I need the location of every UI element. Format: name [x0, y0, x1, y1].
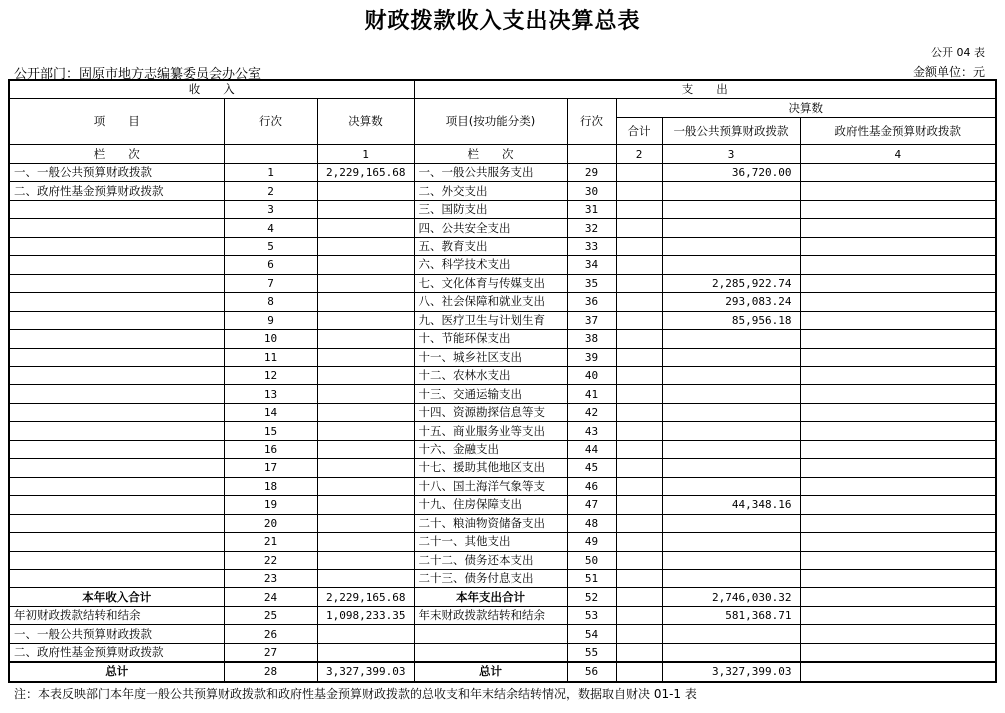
- expense-general-budget: [662, 219, 800, 237]
- table-row: [9, 164, 996, 182]
- expense-item: 七、文化体育与传媒支出: [414, 274, 567, 292]
- expense-total: [616, 366, 662, 384]
- income-item: 总计: [9, 662, 224, 681]
- expense-gov-fund: [800, 366, 996, 384]
- exp-col-label: 栏 次: [414, 145, 567, 164]
- income-amount: [317, 551, 414, 569]
- expense-general-budget: [662, 348, 800, 366]
- table-row: [9, 643, 996, 662]
- income-item: [9, 237, 224, 255]
- expense-general-budget: [662, 551, 800, 569]
- income-row-no: 4: [224, 219, 317, 237]
- income-item: [9, 256, 224, 274]
- expense-total: [616, 348, 662, 366]
- income-item: [9, 311, 224, 329]
- table-row: [9, 219, 996, 237]
- expense-gov-fund: [800, 293, 996, 311]
- table-row: [9, 477, 996, 495]
- table-row: [9, 293, 996, 311]
- row-no-header: 行次: [224, 99, 317, 145]
- expense-gov-fund: [800, 330, 996, 348]
- expense-total: [616, 440, 662, 458]
- income-amount: [317, 293, 414, 311]
- form-number: 公开 04 表: [931, 46, 985, 59]
- income-row-no: 23: [224, 569, 317, 587]
- expense-row-no: 38: [567, 330, 616, 348]
- expense-item: 十五、商业服务业等支出: [414, 422, 567, 440]
- income-amount: [317, 403, 414, 421]
- expense-general-budget: [662, 200, 800, 218]
- income-amount: [317, 422, 414, 440]
- expense-row-no: 46: [567, 477, 616, 495]
- expense-header: 支 出: [414, 80, 996, 99]
- expense-item: 六、科学技术支出: [414, 256, 567, 274]
- expense-general-budget: 36,720.00: [662, 164, 800, 182]
- expense-general-budget: 44,348.16: [662, 496, 800, 514]
- income-row-no: 16: [224, 440, 317, 458]
- income-amount: [317, 237, 414, 255]
- col-1: 1: [317, 145, 414, 164]
- expense-total: [616, 311, 662, 329]
- table-row: [9, 514, 996, 532]
- expense-gov-fund: [800, 274, 996, 292]
- income-row-no: 22: [224, 551, 317, 569]
- table-row: [9, 662, 996, 681]
- expense-general-budget: [662, 514, 800, 532]
- expense-item: 十八、国土海洋气象等支: [414, 477, 567, 495]
- expense-gov-fund: [800, 569, 996, 587]
- table-row: [9, 533, 996, 551]
- income-item: 二、政府性基金预算财政拨款: [9, 182, 224, 200]
- col-2: 2: [616, 145, 662, 164]
- expense-row-no: 37: [567, 311, 616, 329]
- expense-row-no: 30: [567, 182, 616, 200]
- expense-total: [616, 643, 662, 662]
- expense-total: [616, 422, 662, 440]
- income-row-no: 18: [224, 477, 317, 495]
- expense-item: 年末财政拨款结转和结余: [414, 606, 567, 624]
- table-row: [9, 625, 996, 643]
- expense-item: 二十一、其他支出: [414, 533, 567, 551]
- table-row: [9, 403, 996, 421]
- expense-gov-fund: [800, 182, 996, 200]
- expense-item: 二十二、债务还本支出: [414, 551, 567, 569]
- expense-gov-fund: [800, 385, 996, 403]
- expense-gov-fund: [800, 551, 996, 569]
- table-row: [9, 274, 996, 292]
- table-row: [9, 348, 996, 366]
- income-item: [9, 569, 224, 587]
- expense-gov-fund: [800, 533, 996, 551]
- expense-row-no: 31: [567, 200, 616, 218]
- expense-item: 十二、农林水支出: [414, 366, 567, 384]
- income-row-no: 15: [224, 422, 317, 440]
- department-label: 公开部门：固原市地方志编纂委员会办公室: [14, 67, 262, 82]
- table-row: [9, 385, 996, 403]
- expense-item: 十四、资源勘探信息等支: [414, 403, 567, 421]
- expense-general-budget: [662, 625, 800, 643]
- expense-gov-fund: [800, 164, 996, 182]
- expense-total: [616, 514, 662, 532]
- expense-row-no: 29: [567, 164, 616, 182]
- income-amount: [317, 440, 414, 458]
- expense-general-budget: 2,746,030.32: [662, 588, 800, 606]
- income-amount: 1,098,233.35: [317, 606, 414, 624]
- expense-total: [616, 256, 662, 274]
- expense-item: 十六、金融支出: [414, 440, 567, 458]
- table-row: [9, 588, 996, 606]
- income-item: [9, 219, 224, 237]
- expense-row-no: 53: [567, 606, 616, 624]
- income-item: [9, 551, 224, 569]
- final-amount-header: 决算数: [317, 99, 414, 145]
- income-amount: [317, 348, 414, 366]
- expense-total: [616, 219, 662, 237]
- expense-total: [616, 237, 662, 255]
- expense-item: [414, 643, 567, 662]
- expense-row-no: 51: [567, 569, 616, 587]
- expense-gov-fund: [800, 514, 996, 532]
- expense-row-no: 34: [567, 256, 616, 274]
- income-amount: [317, 366, 414, 384]
- expense-total: [616, 182, 662, 200]
- expense-row-no: 56: [567, 662, 616, 681]
- expense-total: [616, 164, 662, 182]
- expense-row-no: 33: [567, 237, 616, 255]
- expense-gov-fund: [800, 256, 996, 274]
- expense-total: [616, 293, 662, 311]
- table-row: [9, 459, 996, 477]
- income-row-no: 12: [224, 366, 317, 384]
- table-row: [9, 366, 996, 384]
- expense-item: 总计: [414, 662, 567, 681]
- income-amount: [317, 311, 414, 329]
- income-amount: [317, 459, 414, 477]
- footnote: 注：本表反映部门本年度一般公共预算财政拨款和政府性基金预算财政拨款的总收支和年末结余结转情况，数据取自财决 01-1 表: [14, 687, 697, 701]
- income-row-no: 28: [224, 662, 317, 681]
- income-amount: [317, 274, 414, 292]
- expense-gov-fund: [800, 311, 996, 329]
- income-item: [9, 533, 224, 551]
- income-row-no: 3: [224, 200, 317, 218]
- expense-total: [616, 533, 662, 551]
- expense-total: [616, 459, 662, 477]
- gov-fund-header: 政府性基金预算财政拨款: [800, 118, 996, 145]
- expense-gov-fund: [800, 477, 996, 495]
- income-amount: [317, 182, 414, 200]
- expense-gov-fund: [800, 588, 996, 606]
- expense-general-budget: [662, 237, 800, 255]
- income-item: [9, 477, 224, 495]
- expense-row-no: 50: [567, 551, 616, 569]
- income-item: [9, 293, 224, 311]
- total-header: 合计: [616, 118, 662, 145]
- income-row-no: 6: [224, 256, 317, 274]
- income-amount: [317, 385, 414, 403]
- income-item: [9, 366, 224, 384]
- page-title: 财政拨款收入支出决算总表: [364, 9, 641, 34]
- income-row-no: 26: [224, 625, 317, 643]
- expense-row-no: 43: [567, 422, 616, 440]
- income-item: [9, 459, 224, 477]
- table-row: [9, 440, 996, 458]
- income-item: [9, 348, 224, 366]
- expense-total: [616, 403, 662, 421]
- income-row-no: 9: [224, 311, 317, 329]
- col-3: 3: [662, 145, 800, 164]
- income-row-no: 5: [224, 237, 317, 255]
- expense-item: 二十三、债务付息支出: [414, 569, 567, 587]
- expense-general-budget: [662, 182, 800, 200]
- income-row-no: 13: [224, 385, 317, 403]
- col-4: 4: [800, 145, 996, 164]
- expense-general-budget: 3,327,399.03: [662, 662, 800, 681]
- expense-row-no: 55: [567, 643, 616, 662]
- expense-total: [616, 274, 662, 292]
- income-amount: [317, 533, 414, 551]
- expense-row-no: 52: [567, 588, 616, 606]
- income-item: 二、政府性基金预算财政拨款: [9, 643, 224, 662]
- income-amount: [317, 496, 414, 514]
- expense-row-no: 45: [567, 459, 616, 477]
- expense-gov-fund: [800, 625, 996, 643]
- income-item: [9, 496, 224, 514]
- expense-gov-fund: [800, 643, 996, 662]
- amount-unit: 金额单位：元: [912, 65, 985, 79]
- expense-total: [616, 200, 662, 218]
- expense-general-budget: [662, 477, 800, 495]
- expense-row-no: 42: [567, 403, 616, 421]
- expense-total: [616, 569, 662, 587]
- expense-row-no: 39: [567, 348, 616, 366]
- expense-item: 十一、城乡社区支出: [414, 348, 567, 366]
- expense-gov-fund: [800, 440, 996, 458]
- table-row: [9, 496, 996, 514]
- expense-gov-fund: [800, 219, 996, 237]
- income-row-no: 27: [224, 643, 317, 662]
- income-item: [9, 330, 224, 348]
- income-row-no: 11: [224, 348, 317, 366]
- expense-row-no: 48: [567, 514, 616, 532]
- expense-general-budget: [662, 643, 800, 662]
- expense-total: [616, 477, 662, 495]
- expense-item: [414, 625, 567, 643]
- expense-general-budget: [662, 385, 800, 403]
- income-row-no: 14: [224, 403, 317, 421]
- table-row: [9, 256, 996, 274]
- income-row-no: 7: [224, 274, 317, 292]
- expense-total: [616, 606, 662, 624]
- income-row-no: 25: [224, 606, 317, 624]
- expense-row-no: 32: [567, 219, 616, 237]
- expense-item: 二十、粮油物资储备支出: [414, 514, 567, 532]
- expense-gov-fund: [800, 496, 996, 514]
- expense-total: [616, 330, 662, 348]
- income-row-no: 10: [224, 330, 317, 348]
- income-amount: 3,327,399.03: [317, 662, 414, 681]
- expense-total: [616, 625, 662, 643]
- expense-general-budget: [662, 533, 800, 551]
- fiscal-summary-table: [8, 79, 997, 683]
- expense-gov-fund: [800, 237, 996, 255]
- expense-item: 十九、住房保障支出: [414, 496, 567, 514]
- table-row: [9, 182, 996, 200]
- expense-row-no: 36: [567, 293, 616, 311]
- expense-item: 一、一般公共服务支出: [414, 164, 567, 182]
- income-item: [9, 440, 224, 458]
- income-item: [9, 385, 224, 403]
- expense-gov-fund: [800, 459, 996, 477]
- table-row: [9, 569, 996, 587]
- expense-general-budget: [662, 569, 800, 587]
- expense-general-budget: 85,956.18: [662, 311, 800, 329]
- income-row-no: 17: [224, 459, 317, 477]
- expense-item: 九、医疗卫生与计划生育: [414, 311, 567, 329]
- income-row-no: 21: [224, 533, 317, 551]
- table-row: [9, 330, 996, 348]
- income-item: [9, 422, 224, 440]
- expense-general-budget: 2,285,922.74: [662, 274, 800, 292]
- expense-row-no: 44: [567, 440, 616, 458]
- expense-gov-fund: [800, 662, 996, 681]
- income-item: [9, 274, 224, 292]
- expense-gov-fund: [800, 606, 996, 624]
- expense-total: [616, 496, 662, 514]
- expense-total: [616, 588, 662, 606]
- income-row-no: 19: [224, 496, 317, 514]
- income-amount: [317, 200, 414, 218]
- income-amount: [317, 625, 414, 643]
- income-amount: [317, 219, 414, 237]
- income-amount: 2,229,165.68: [317, 164, 414, 182]
- exp-col-blank: [567, 145, 616, 164]
- income-row-no: 20: [224, 514, 317, 532]
- income-row-no: 2: [224, 182, 317, 200]
- expense-item: 五、教育支出: [414, 237, 567, 255]
- expense-total: [616, 662, 662, 681]
- expense-gov-fund: [800, 422, 996, 440]
- expense-total: [616, 551, 662, 569]
- income-amount: [317, 643, 414, 662]
- expense-gov-fund: [800, 403, 996, 421]
- expense-general-budget: [662, 440, 800, 458]
- income-item: [9, 200, 224, 218]
- exp-final-amount-header: 决算数: [616, 99, 996, 118]
- income-item: 年初财政拨款结转和结余: [9, 606, 224, 624]
- expense-row-no: 49: [567, 533, 616, 551]
- income-amount: 2,229,165.68: [317, 588, 414, 606]
- expense-item: 本年支出合计: [414, 588, 567, 606]
- income-header: 收 入: [9, 80, 414, 99]
- income-item: 本年收入合计: [9, 588, 224, 606]
- col-blank: [224, 145, 317, 164]
- expense-general-budget: [662, 403, 800, 421]
- exp-row-no-header: 行次: [567, 99, 616, 145]
- income-amount: [317, 569, 414, 587]
- income-amount: [317, 514, 414, 532]
- general-budget-header: 一般公共预算财政拨款: [662, 118, 800, 145]
- item-header: 项 目: [9, 99, 224, 145]
- expense-general-budget: 581,368.71: [662, 606, 800, 624]
- expense-general-budget: [662, 366, 800, 384]
- expense-row-no: 41: [567, 385, 616, 403]
- income-amount: [317, 330, 414, 348]
- expense-general-budget: [662, 256, 800, 274]
- income-item: 一、一般公共预算财政拨款: [9, 625, 224, 643]
- expense-general-budget: [662, 459, 800, 477]
- expense-total: [616, 385, 662, 403]
- income-item: [9, 403, 224, 421]
- table-row: [9, 200, 996, 218]
- expense-general-budget: 293,083.24: [662, 293, 800, 311]
- expense-item: 四、公共安全支出: [414, 219, 567, 237]
- exp-item-header: 项目(按功能分类): [414, 99, 567, 145]
- expense-row-no: 40: [567, 366, 616, 384]
- expense-gov-fund: [800, 200, 996, 218]
- col-label: 栏 次: [9, 145, 224, 164]
- table-row: [9, 551, 996, 569]
- expense-gov-fund: [800, 348, 996, 366]
- table-row: [9, 422, 996, 440]
- expense-item: 十七、援助其他地区支出: [414, 459, 567, 477]
- income-row-no: 8: [224, 293, 317, 311]
- table-row: [9, 237, 996, 255]
- expense-row-no: 54: [567, 625, 616, 643]
- expense-general-budget: [662, 330, 800, 348]
- expense-item: 三、国防支出: [414, 200, 567, 218]
- income-item: 一、一般公共预算财政拨款: [9, 164, 224, 182]
- expense-general-budget: [662, 422, 800, 440]
- expense-row-no: 35: [567, 274, 616, 292]
- income-item: [9, 514, 224, 532]
- expense-row-no: 47: [567, 496, 616, 514]
- income-amount: [317, 477, 414, 495]
- expense-item: 八、社会保障和就业支出: [414, 293, 567, 311]
- expense-item: 十三、交通运输支出: [414, 385, 567, 403]
- expense-item: 二、外交支出: [414, 182, 567, 200]
- table-row: [9, 311, 996, 329]
- income-row-no: 24: [224, 588, 317, 606]
- income-row-no: 1: [224, 164, 317, 182]
- income-amount: [317, 256, 414, 274]
- expense-item: 十、节能环保支出: [414, 330, 567, 348]
- table-row: [9, 606, 996, 624]
